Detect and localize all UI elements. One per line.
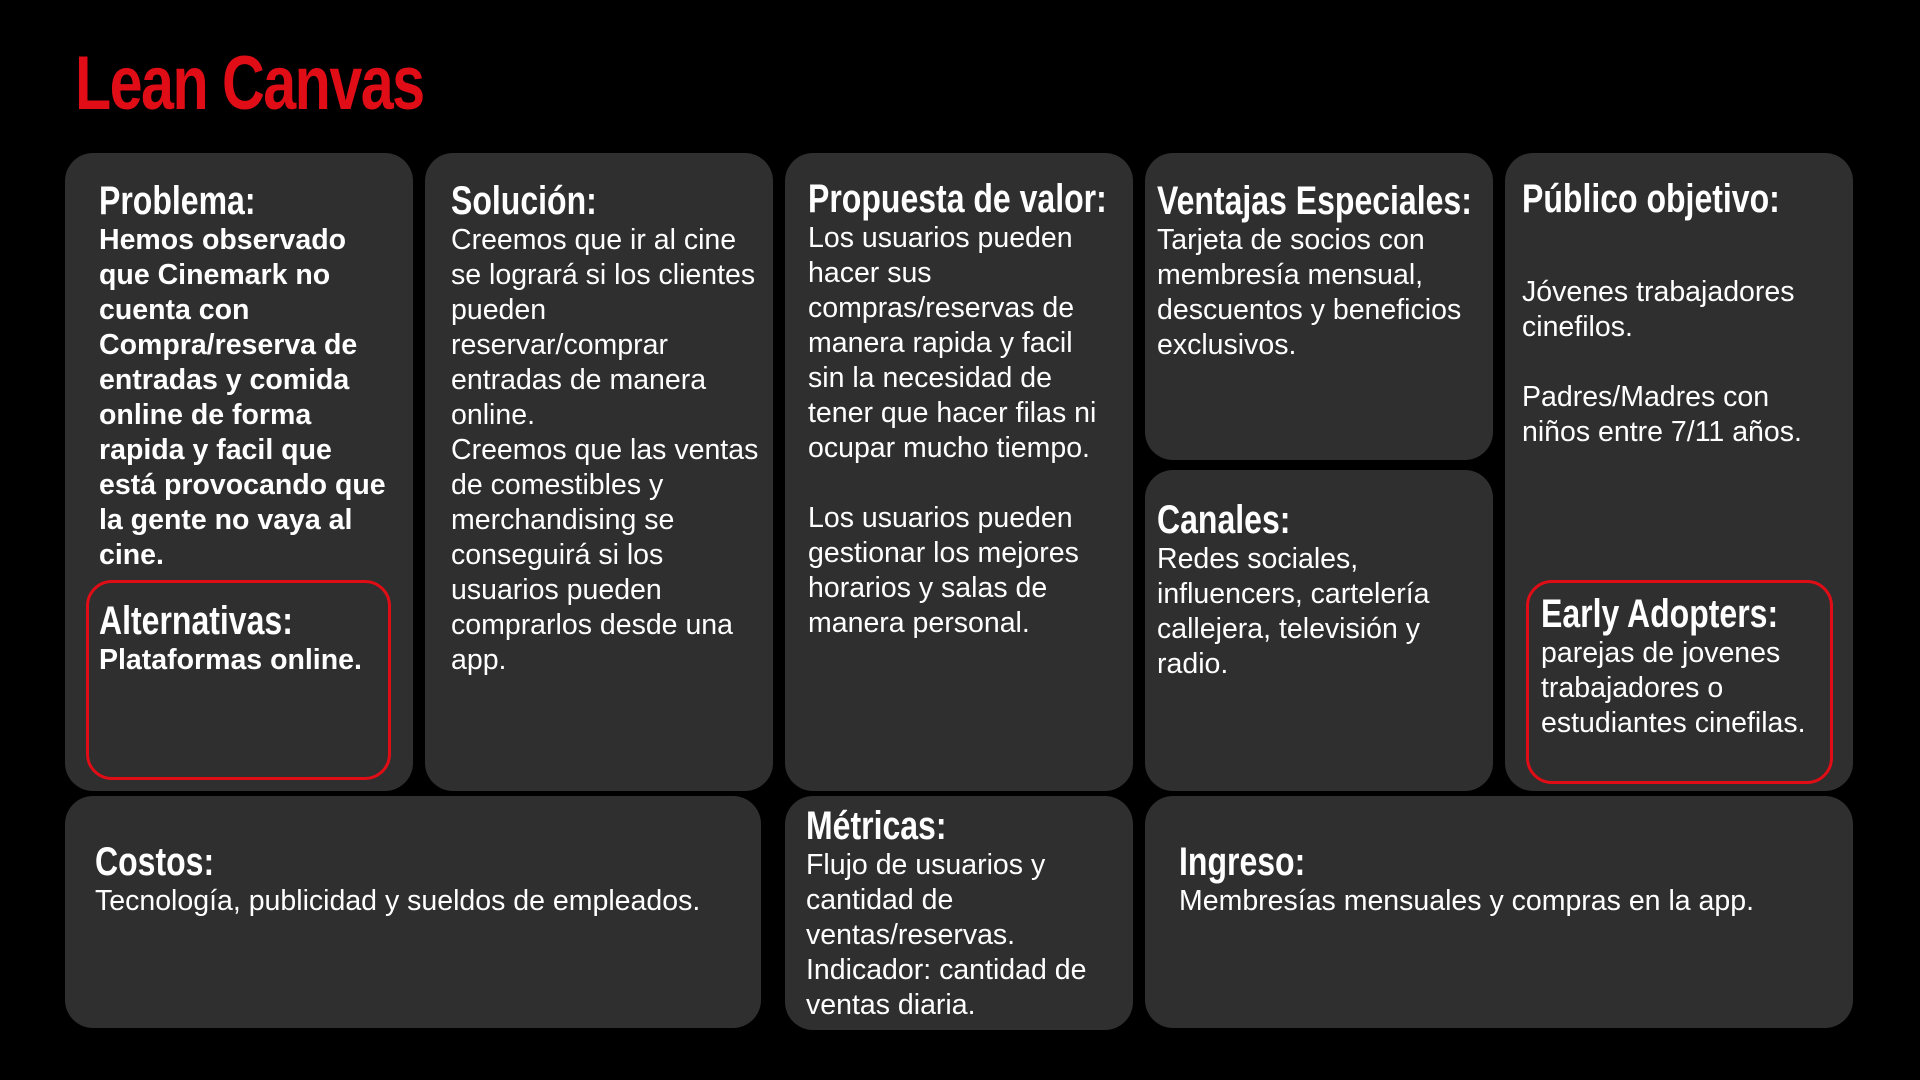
page-title: Lean Canvas xyxy=(75,41,424,126)
propuesta-text: Los usuarios pueden hacer sus compras/reservas de manera rapida y facil sin la necesidad de tener que hacer filas ni ocupar mucho tiempo. Los usuarios pueden gestionar los mejores horarios y salas de manera personal. xyxy=(808,222,1097,639)
early-adopters-heading: Early Adopters: xyxy=(1541,592,1779,636)
alternativas-box xyxy=(86,580,391,780)
publico-card xyxy=(1505,153,1853,791)
canales-heading: Canales: xyxy=(1157,498,1291,542)
early-adopters-text: parejas de jovenes trabajadores o estudiantes cinefilas. xyxy=(1541,637,1806,739)
problema-card xyxy=(65,153,413,791)
ingreso-card xyxy=(1145,796,1853,1028)
metricas-heading: Métricas: xyxy=(806,804,947,848)
solucion-heading: Solución: xyxy=(451,179,597,223)
propuesta-card xyxy=(785,153,1133,791)
solucion-text: Creemos que ir al cine se logrará si los clientes pueden reservar/comprar entradas de manera online. Creemos que las ventas de comestibles y merchandising se conseguirá si los usuarios pueden comprarlos desde una app. xyxy=(451,224,759,676)
publico-text: Jóvenes trabajadores cinefilos. Padres/Madres con niños entre 7/11 años. xyxy=(1522,276,1802,448)
metricas-text: Flujo de usuarios y cantidad de ventas/reservas. Indicador: cantidad de ventas diaria. xyxy=(806,849,1087,1021)
publico-heading: Público objetivo: xyxy=(1522,177,1780,221)
metricas-card xyxy=(785,796,1133,1030)
propuesta-heading: Propuesta de valor: xyxy=(808,177,1107,221)
ingreso-text: Membresías mensuales y compras en la app. xyxy=(1179,885,1755,917)
ventajas-card xyxy=(1145,153,1493,460)
alternativas-heading: Alternativas: xyxy=(99,599,293,643)
ingreso-heading: Ingreso: xyxy=(1179,840,1306,884)
canales-card xyxy=(1145,470,1493,791)
early-adopters-box xyxy=(1526,580,1833,784)
problema-text: Hemos observado que Cinemark no cuenta con Compra/reserva de entradas y comida online de forma rapida y facil que está provocando que la gente no vaya al cine. xyxy=(99,224,386,571)
canales-text: Redes sociales, influencers, cartelería callejera, televisión y radio. xyxy=(1157,543,1430,680)
solucion-card xyxy=(425,153,773,791)
alternativas-text: Plataformas online. xyxy=(99,644,362,676)
ventajas-text: Tarjeta de socios con membresía mensual, descuentos y beneficios exclusivos. xyxy=(1157,224,1462,361)
problema-heading: Problema: xyxy=(99,179,256,223)
ventajas-heading: Ventajas Especiales: xyxy=(1157,179,1472,223)
costos-heading: Costos: xyxy=(95,840,215,884)
costos-card xyxy=(65,796,761,1028)
costos-text: Tecnología, publicidad y sueldos de empleados. xyxy=(95,885,701,917)
